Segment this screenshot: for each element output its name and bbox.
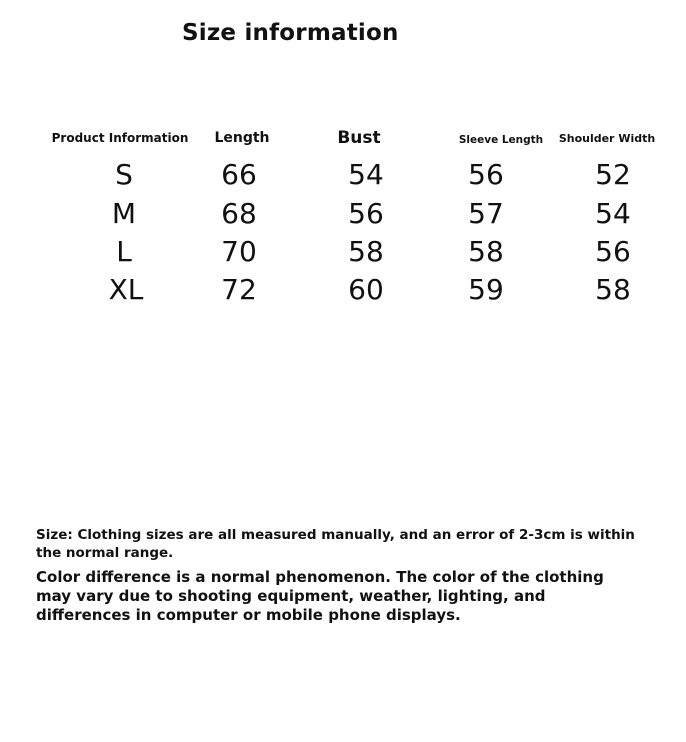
size-cell: XL — [108, 273, 144, 306]
bust-cell: 54 — [348, 158, 384, 191]
sleeve-length-cell: 56 — [468, 158, 504, 191]
shoulder-width-cell: 56 — [595, 235, 631, 268]
color-difference-note: Color difference is a normal phenomenon. The color of the clothing may vary due to shooting equipment, weather, lighting, and differences in computer or mobile phone displays. — [36, 568, 604, 624]
size-cell: M — [111, 197, 137, 230]
shoulder-width-cell: 58 — [595, 273, 631, 306]
length-cell: 70 — [221, 235, 257, 268]
bust-cell: 60 — [348, 273, 384, 306]
length-cell: 72 — [221, 273, 257, 306]
shoulder-width-cell: 54 — [595, 197, 631, 230]
sleeve-length-cell: 58 — [468, 235, 504, 268]
sleeve-length-cell: 59 — [468, 273, 504, 306]
header-shoulder-width: Shoulder Width — [558, 132, 656, 145]
bust-cell: 56 — [348, 197, 384, 230]
bust-cell: 58 — [348, 235, 384, 268]
size-info-title: Size information — [182, 20, 399, 46]
length-cell: 66 — [221, 158, 257, 191]
size-cell: L — [116, 235, 132, 268]
size-measurement-note: Size: Clothing sizes are all measured manually, and an error of 2-3cm is within the normal range. — [36, 527, 635, 561]
header-length: Length — [214, 130, 270, 146]
length-cell: 68 — [221, 197, 257, 230]
header-sleeve-length: Sleeve Length — [458, 134, 544, 146]
header-bust: Bust — [337, 128, 381, 148]
sleeve-length-cell: 57 — [468, 197, 504, 230]
shoulder-width-cell: 52 — [595, 158, 631, 191]
size-cell: S — [115, 158, 133, 191]
header-product-information: Product Information — [51, 131, 189, 145]
